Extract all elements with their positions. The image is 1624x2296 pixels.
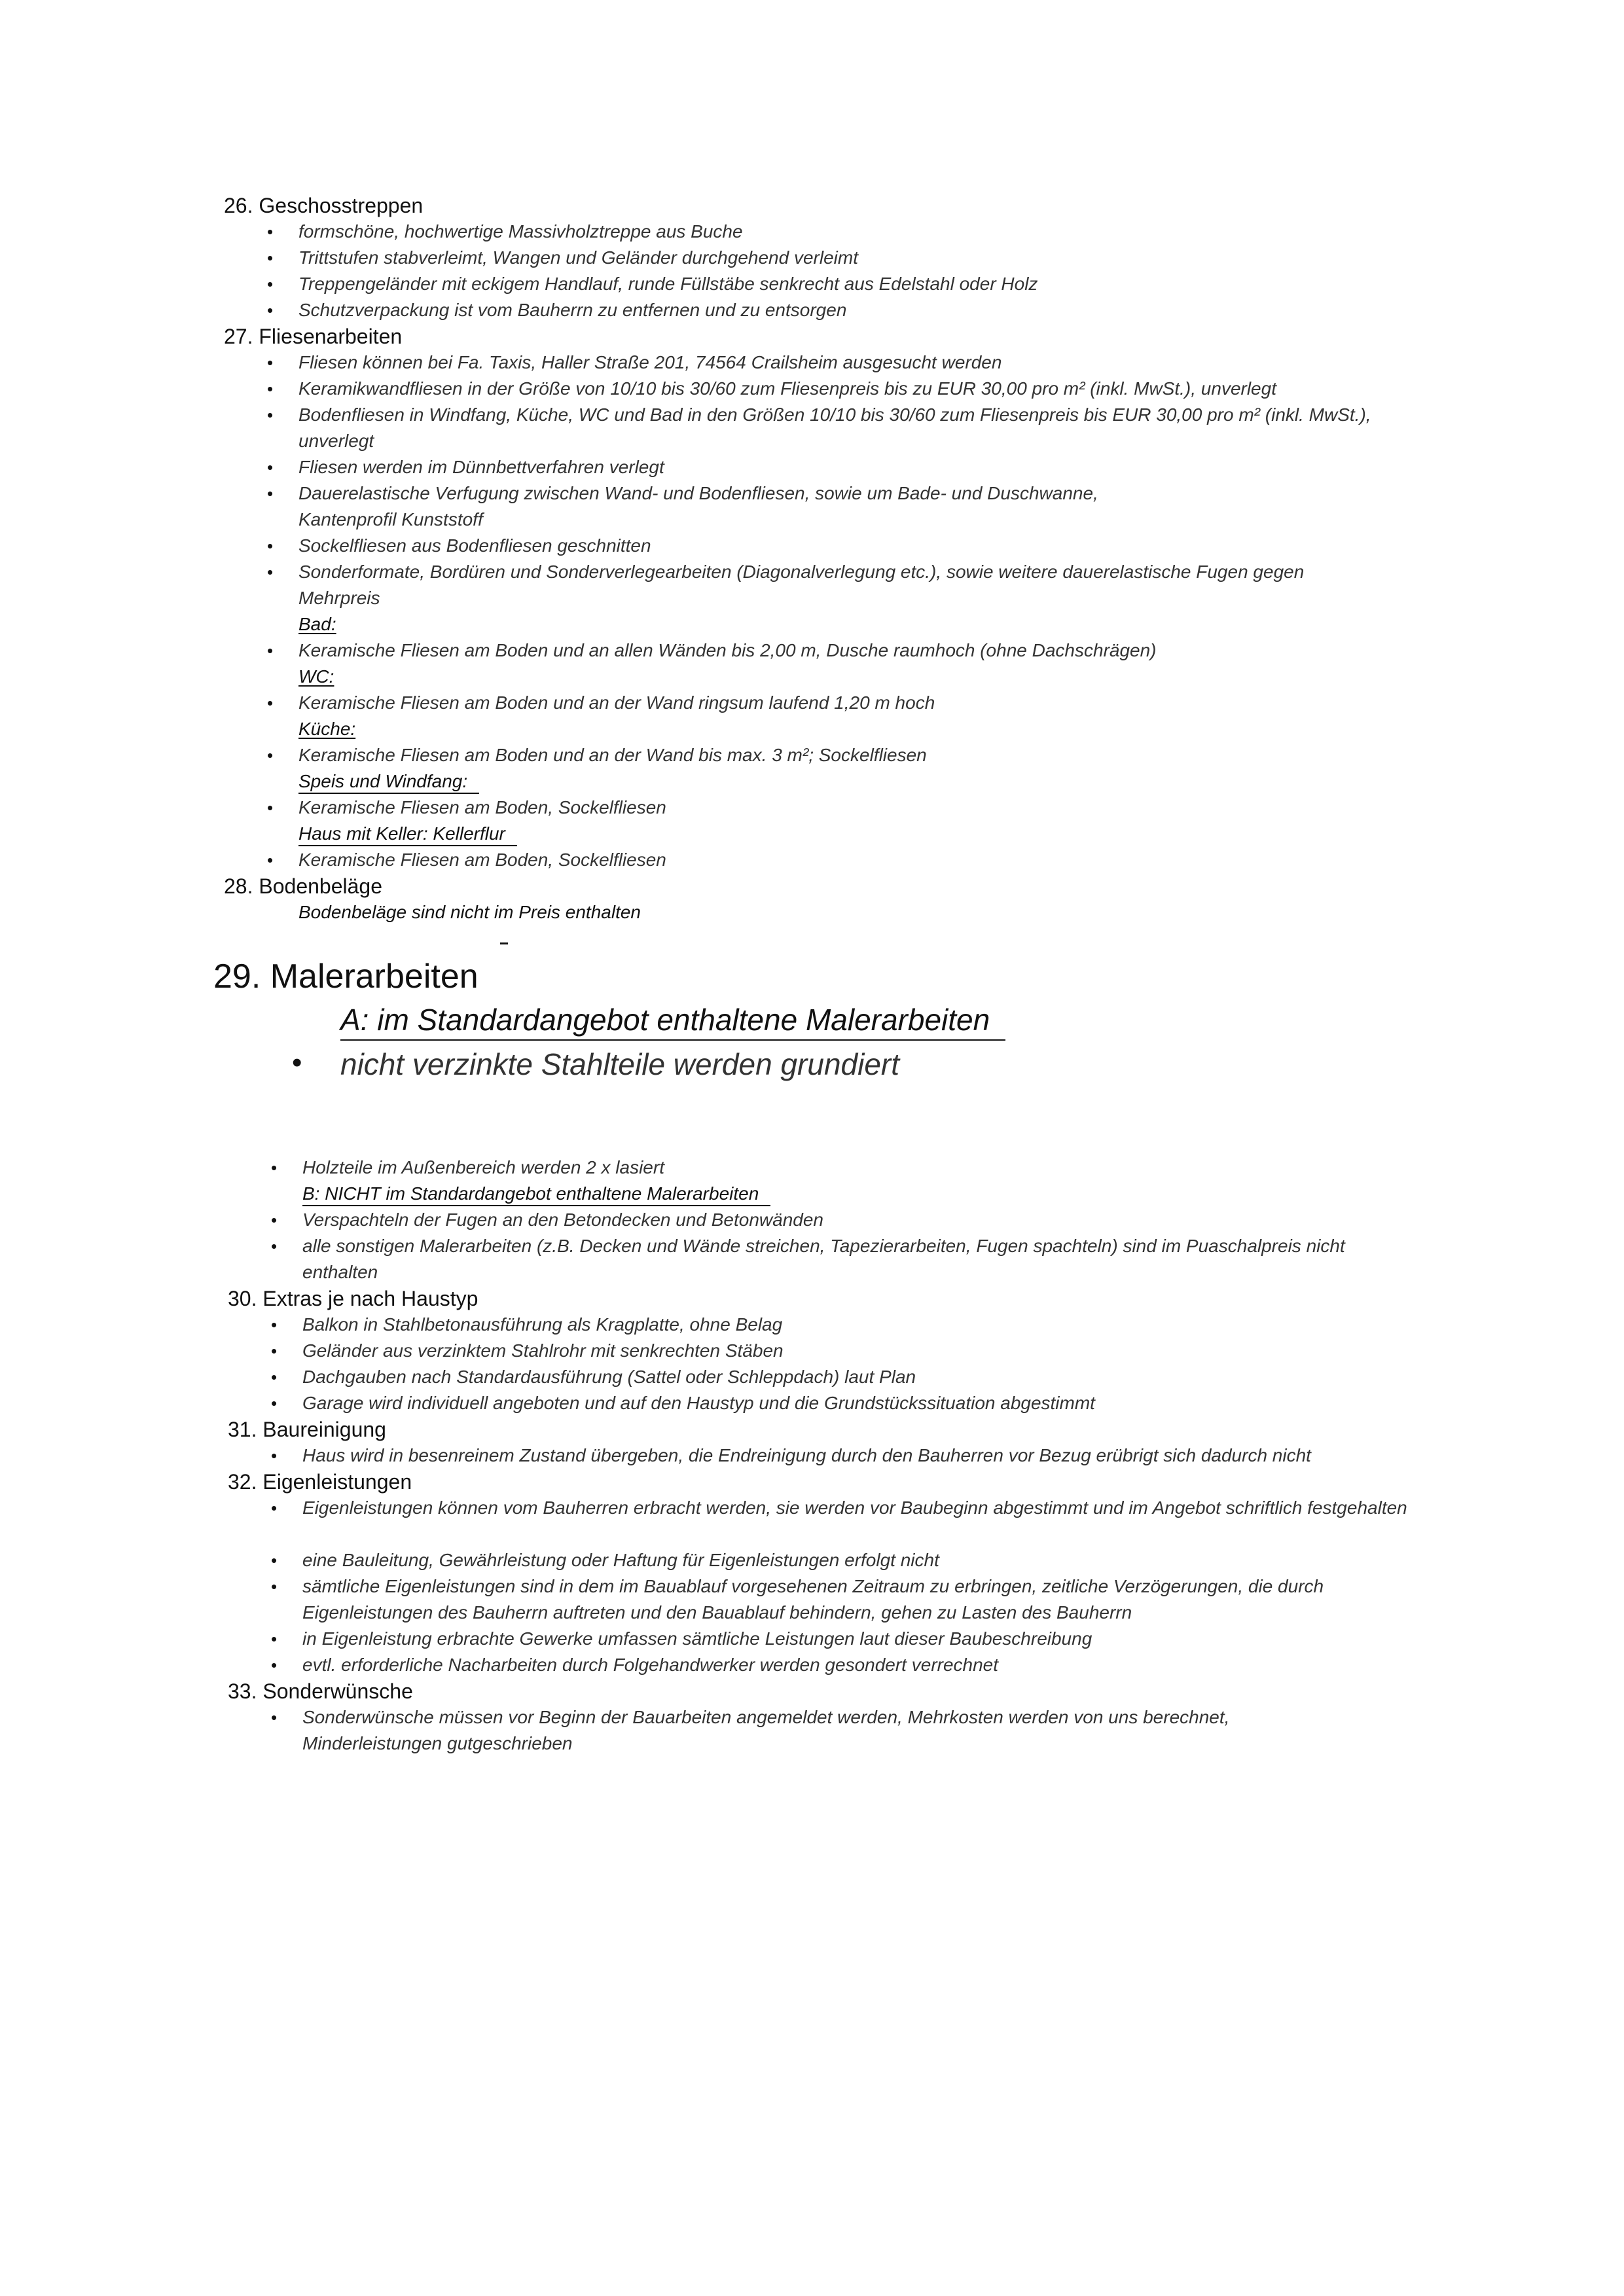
- list-item: • evtl. erforderliche Nacharbeiten durch Folgehandwerker werden gesondert verrechnet: [302, 1652, 1415, 1678]
- stray-dash: [500, 942, 508, 944]
- list-item: • Keramische Fliesen am Boden und an allen Wänden bis 2,00 m, Dusche raumhoch (ohne Dachschrägen): [298, 637, 1411, 664]
- bullet-icon: •: [267, 693, 274, 713]
- bullet-icon: •: [267, 641, 274, 660]
- list-item: • Haus wird in besenreinem Zustand übergeben, die Endreinigung durch den Bauherren vor Bezug erübrigt sich dadurch nicht: [302, 1443, 1454, 1469]
- bullet-icon: •: [267, 798, 274, 817]
- subheading-malerarbeiten-b: B: NICHT im Standardangebot enthaltene Malerarbeiten: [302, 1181, 770, 1207]
- bullet-icon: •: [271, 1210, 278, 1230]
- bullet-icon: •: [267, 745, 274, 765]
- bullet-icon: •: [267, 457, 274, 477]
- list-item: • Holzteile im Außenbereich werden 2 x lasiert: [302, 1155, 1415, 1181]
- list-item: • Keramische Fliesen am Boden und an der Wand bis max. 3 m²; Sockelfliesen: [298, 742, 1411, 768]
- list-item: • Keramische Fliesen am Boden, Sockelfliesen: [298, 847, 1411, 873]
- section-heading-33: 33. Sonderwünsche: [228, 1679, 413, 1703]
- section-heading-31: 31. Baureinigung: [228, 1418, 386, 1441]
- list-item: • Bodenfliesen in Windfang, Küche, WC und Bad in den Größen 10/10 bis 30/60 zum Fliesenpreis bis EUR 30,00 pro m² (inkl. MwSt.), unverlegt: [298, 402, 1372, 454]
- list-item: • Treppengeländer mit eckigem Handlauf, runde Füllstäbe senkrecht aus Edelstahl oder Holz: [298, 271, 1411, 297]
- list-item: • in Eigenleistung erbrachte Gewerke umfassen sämtliche Leistungen laut dieser Baubeschreibung: [302, 1626, 1415, 1652]
- bullet-icon: •: [271, 1655, 278, 1675]
- bullet-icon: •: [267, 850, 274, 870]
- bullet-icon: •: [267, 248, 274, 268]
- subheading-wc: WC:: [298, 666, 334, 687]
- section-heading-32: 32. Eigenleistungen: [228, 1470, 412, 1494]
- subheading-kueche: Küche:: [298, 719, 356, 739]
- bullet-icon: •: [292, 1047, 302, 1079]
- list-item: • Fliesen können bei Fa. Taxis, Haller Straße 201, 74564 Crailsheim ausgesucht werden: [298, 350, 1411, 376]
- bullet-icon: •: [271, 1158, 278, 1177]
- bullet-icon: •: [271, 1367, 278, 1387]
- list-item: • Schutzverpackung ist vom Bauherrn zu entfernen und zu entsorgen: [298, 297, 1411, 323]
- list-item: • sämtliche Eigenleistungen sind in dem im Bauablauf vorgesehenen Zeitraum zu erbringen, zeitliche Verzögerungen, die durch Eigenleistungen des Bauherrn auftreten und den Bauablauf behindern, gehen zu Lasten des Bauherrn: [302, 1573, 1415, 1626]
- section-heading-28: 28. Bodenbeläge: [224, 874, 382, 898]
- bullet-icon: •: [267, 379, 274, 399]
- bullet-icon: •: [267, 484, 274, 503]
- list-item: • Garage wird individuell angeboten und auf den Haustyp und die Grundstückssituation abgestimmt: [302, 1390, 1415, 1416]
- subheading-malerarbeiten-a: A: im Standardangebot enthaltene Malerarbeiten: [340, 1000, 1005, 1041]
- bullet-icon: •: [267, 405, 274, 425]
- subheading-bad: Bad:: [298, 614, 336, 634]
- list-item: • Eigenleistungen können vom Bauherren erbracht werden, sie werden vor Baubeginn abgestimmt und im Angebot schriftlich festgehalten: [302, 1495, 1415, 1521]
- bullet-icon: •: [271, 1708, 278, 1727]
- section-heading-27: 27. Fliesenarbeiten: [224, 325, 403, 348]
- bullet-icon: •: [267, 274, 274, 294]
- bullet-icon: •: [267, 353, 274, 372]
- bullet-icon: •: [271, 1315, 278, 1335]
- bullet-icon: •: [267, 300, 274, 320]
- bullet-icon: •: [267, 222, 274, 242]
- bullet-icon: •: [271, 1577, 278, 1596]
- list-item: • Keramische Fliesen am Boden, Sockelfliesen: [298, 795, 1411, 821]
- bullet-icon: •: [267, 536, 274, 556]
- list-item: • formschöne, hochwertige Massivholztreppe aus Buche: [298, 219, 1411, 245]
- bullet-icon: •: [271, 1551, 278, 1570]
- list-item: • Sockelfliesen aus Bodenfliesen geschnitten: [298, 533, 1411, 559]
- subheading-speis: Speis und Windfang:: [298, 768, 479, 795]
- section-heading-30: 30. Extras je nach Haustyp: [228, 1287, 478, 1310]
- bullet-icon: •: [271, 1393, 278, 1413]
- list-item: • Balkon in Stahlbetonausführung als Kragplatte, ohne Belag: [302, 1312, 1415, 1338]
- section-heading-26: 26. Geschosstreppen: [224, 194, 424, 217]
- note-bodenbelaege: Bodenbeläge sind nicht im Preis enthalten: [298, 902, 641, 922]
- list-item-continuation: Kantenprofil Kunststoff: [298, 509, 483, 529]
- list-item: • Keramische Fliesen am Boden und an der Wand ringsum laufend 1,20 m hoch: [298, 690, 1411, 716]
- list-item: • Fliesen werden im Dünnbettverfahren verlegt: [298, 454, 1411, 480]
- list-item: • Dachgauben nach Standardausführung (Sattel oder Schleppdach) laut Plan: [302, 1364, 1415, 1390]
- bullet-icon: •: [271, 1236, 278, 1256]
- bullet-icon: •: [271, 1446, 278, 1465]
- list-item: • alle sonstigen Malerarbeiten (z.B. Decken und Wände streichen, Tapezierarbeiten, Fugen spachteln) sind im Puaschalpreis nicht enthalten: [302, 1233, 1415, 1285]
- list-item: • nicht verzinkte Stahlteile werden grundiert: [340, 1045, 899, 1084]
- subheading-keller: Haus mit Keller: Kellerflur: [298, 821, 517, 847]
- bullet-icon: •: [271, 1341, 278, 1361]
- list-item: • Sonderwünsche müssen vor Beginn der Bauarbeiten angemeldet werden, Mehrkosten werden von uns berechnet, Minderleistungen gutgeschrieben: [302, 1704, 1324, 1757]
- list-item: • Dauerelastische Verfugung zwischen Wand- und Bodenfliesen, sowie um Bade- und Duschwanne,: [298, 480, 1411, 507]
- list-item: • Verspachteln der Fugen an den Betondecken und Betonwänden: [302, 1207, 1415, 1233]
- list-item: • eine Bauleitung, Gewährleistung oder Haftung für Eigenleistungen erfolgt nicht: [302, 1547, 1415, 1573]
- bullet-icon: •: [271, 1498, 278, 1518]
- list-item: • Keramikwandfliesen in der Größe von 10/10 bis 30/60 zum Fliesenpreis bis zu EUR 30,00 pro m² (inkl. MwSt.), unverlegt: [298, 376, 1411, 402]
- bullet-icon: •: [267, 562, 274, 582]
- list-item: • Sonderformate, Bordüren und Sonderverlegearbeiten (Diagonalverlegung etc.), sowie weitere dauerelastische Fugen gegen Mehrpreis: [298, 559, 1372, 611]
- section-heading-29: 29. Malerarbeiten: [213, 958, 478, 996]
- bullet-icon: •: [271, 1629, 278, 1649]
- list-item: • Trittstufen stabverleimt, Wangen und Geländer durchgehend verleimt: [298, 245, 1411, 271]
- list-item: • Geländer aus verzinktem Stahlrohr mit senkrechten Stäben: [302, 1338, 1415, 1364]
